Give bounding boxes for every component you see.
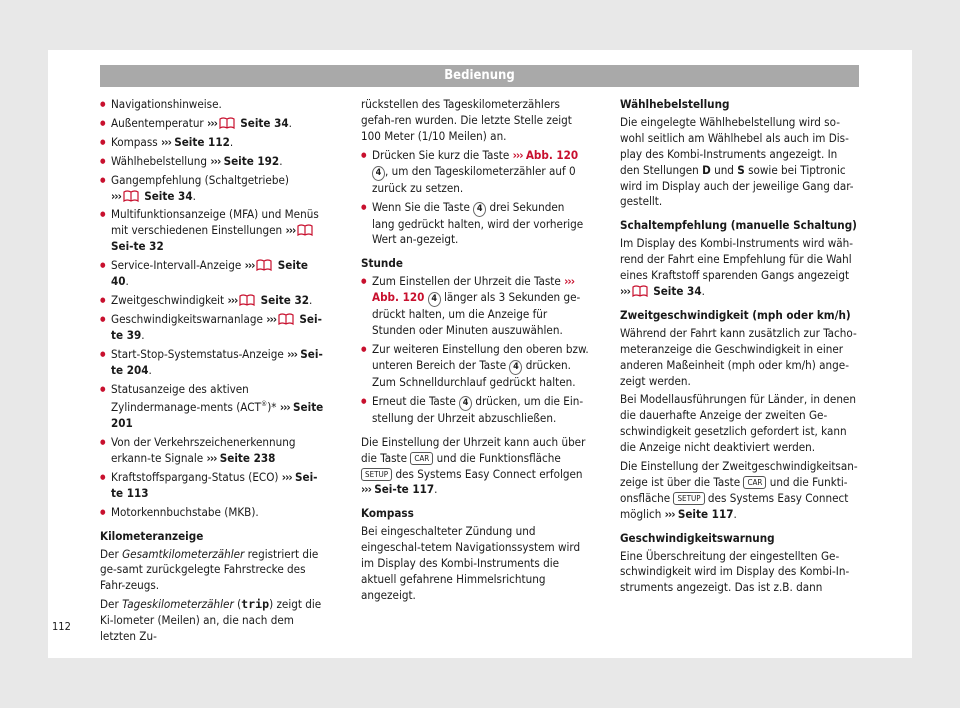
arrow-icon: ››› <box>664 506 675 521</box>
list-item: ● Kompass ››› Seite 112. <box>100 135 328 151</box>
arrow-icon: ››› <box>287 346 297 361</box>
paragraph: Während der Fahrt kann zusätzlich zur Tacho-meteranzeige die Geschwindigkeit in einer anderen Maßeinheit (mph oder km/h) ange-zeigt werden. <box>620 325 857 388</box>
page-reference[interactable]: Sei-te 39 <box>111 311 322 342</box>
paragraph: Die eingelegte Wählhebelstellung wird so-wohl seitlich am Wählhebel als auch im Dis-play des Kombi-Instruments angezeigt. In den Stellungen D und S sowie bei Tiptronic wird im Display auch der jeweilige Gang dar-gestellt. <box>620 114 854 209</box>
list-item: ● Drücken Sie kurz die Taste ››› Abb. 120 4 , um den Tageskilometerzähler auf 0 zurück zu setzen. <box>361 148 589 197</box>
book-icon <box>239 294 255 306</box>
book-icon <box>297 224 313 236</box>
arrow-icon: ››› <box>227 292 238 307</box>
paragraph: Der Tageskilometerzähler (trip) zeigt die Ki-lometer (Meilen) an, die nach dem letzten Zu- <box>100 597 322 644</box>
section-header: Bedienung <box>100 65 859 87</box>
list-item: ● Kraftstoffspargang-Status (ECO) ››› Sei-te 113 <box>100 470 328 502</box>
page-reference[interactable]: Seite 34 <box>144 188 193 203</box>
paragraph: Bei Modellausführungen für Länder, in denen die dauerhafte Anzeige der zweiten Ge-schwindigkeit gesetzlich gefordert ist, kann die Anzeige nicht deaktiviert werden. <box>620 392 856 455</box>
heading: Kompass <box>361 506 414 521</box>
figure-reference[interactable]: Abb. 120 <box>372 290 425 305</box>
column-2 <box>361 97 589 607</box>
list-item: ● Start-Stop-Systemstatus-Anzeige ››› Sei-te 204. <box>100 347 328 379</box>
heading: Zweitgeschwindigkeit (mph oder km/h) <box>620 307 851 322</box>
heading: Stunde <box>361 256 403 271</box>
page-reference[interactable]: Seite 32 <box>260 292 310 307</box>
callout-number: 4 <box>509 360 522 375</box>
column-3 <box>620 97 860 599</box>
callout-number: 4 <box>428 292 441 307</box>
list-item: ● Multifunktionsanzeige (MFA) und Menüs mit verschiedenen Einstellungen ››› Sei-te 32 <box>100 207 328 255</box>
list-item: ● Navigationshinweise. <box>100 97 328 113</box>
heading: Wählhebelstellung <box>620 97 730 111</box>
page-reference[interactable]: Seite 192 <box>223 153 280 168</box>
arrow-icon: ››› <box>210 153 221 168</box>
list-item: ● Wenn Sie die Taste 4 drei Sekunden lang gedrückt halten, wird der vorherige Wert an-gezeigt. <box>361 200 589 249</box>
page-reference[interactable]: Sei-te 113 <box>111 469 318 500</box>
page-reference[interactable]: Seite 40 <box>111 258 308 289</box>
arrow-icon: ››› <box>279 400 290 415</box>
list-item: ● Wählhebelstellung ››› Seite 192. <box>100 154 328 170</box>
car-key-icon: CAR <box>410 452 433 465</box>
list-item: ● Von der Verkehrszeichenerkennung erkann-te Signale ››› Seite 238 <box>100 435 328 467</box>
setup-key-icon: SETUP <box>673 492 704 505</box>
page-reference[interactable]: Seite 238 <box>219 450 276 465</box>
callout-number: 4 <box>473 202 486 217</box>
paragraph: Die Einstellung der Zweitgeschwindigkeitsan-zeige ist über die Taste CAR und die Funkti-onsfläche SETUP des Systems Easy Connect möglich ››› Seite 117. <box>620 459 858 521</box>
arrow-icon: ››› <box>161 134 171 149</box>
heading: Schaltempfehlung (manuelle Schaltung) <box>620 218 857 233</box>
paragraph: Im Display des Kombi-Instruments wird wäh-rend der Fahrt eine Empfehlung für die Wahl eines Kraftstoff sparenden Gangs angezeigt ››› Seite 34. <box>620 236 854 298</box>
figure-reference[interactable]: Abb. 120 <box>525 147 579 162</box>
arrow-icon: ››› <box>266 311 277 326</box>
book-icon <box>632 285 648 297</box>
column-1 <box>100 97 328 648</box>
paragraph: Bei eingeschalteter Zündung und eingeschal-tetem Navigationssystem wird im Display des Kombi-Instruments die aktuell gefahrene Himmelsrichtung angezeigt. <box>361 524 581 602</box>
list-item: ● Statusanzeige des aktiven Zylindermanage-ments (ACT®)* ››› Seite 201 <box>100 382 328 433</box>
list-item: ● Erneut die Taste 4 drücken, um die Ein-stellung der Uhrzeit abzuschließen. <box>361 394 589 427</box>
list-item: ● Zweitgeschwindigkeit ››› Seite 32. <box>100 293 328 309</box>
paragraph: Der Gesamtkilometerzähler registriert die ge-samt zurückgelegte Fahrstrecke des Fahr-zeugs. <box>100 546 319 593</box>
list-item: ● Service-Intervall-Anzeige ››› Seite 40. <box>100 258 328 290</box>
arrow-icon: ››› <box>206 450 217 465</box>
arrow-icon: ››› <box>512 147 523 162</box>
list-item: ● Zur weiteren Einstellung den oberen bzw. unteren Bereich der Taste 4 drücken. Zum Schnelldurchlauf gedrückt halten. <box>361 342 589 391</box>
page-reference[interactable]: Seite 117 <box>677 506 734 521</box>
callout-number: 4 <box>372 166 385 181</box>
car-key-icon: CAR <box>743 476 766 489</box>
book-icon <box>123 190 139 202</box>
arrow-icon: ››› <box>285 223 296 238</box>
page-number: 112 <box>52 620 71 633</box>
page-reference[interactable]: Seite 34 <box>240 115 289 130</box>
page-reference[interactable]: Sei-te 204 <box>111 346 323 377</box>
setup-key-icon: SETUP <box>361 468 392 481</box>
callout-number: 4 <box>459 396 472 411</box>
list-item: ● Geschwindigkeitswarnanlage ››› Sei-te 39. <box>100 312 328 344</box>
book-icon <box>219 117 235 129</box>
page-reference[interactable]: Seite 201 <box>111 400 324 431</box>
list-item: ● Gangempfehlung (Schaltgetriebe) ››› Seite 34. <box>100 173 328 205</box>
page-reference[interactable]: Seite 112 <box>174 134 230 149</box>
arrow-icon: ››› <box>361 482 371 497</box>
list-item: ● Zum Einstellen der Uhrzeit die Taste ››› Abb. 120 4 länger als 3 Sekunden ge-drückt halten, um die Anzeige für Stunden oder Minuten auszuwählen. <box>361 274 589 339</box>
paragraph: rückstellen des Tageskilometerzählers gefah-ren wurden. Die letzte Stelle zeigt 100 Meter (1/10 Meilen) an. <box>361 97 572 143</box>
page-reference[interactable]: Sei-te 32 <box>111 239 164 254</box>
arrow-icon: ››› <box>281 469 292 484</box>
page-reference[interactable]: Seite 34 <box>653 283 702 298</box>
arrow-icon: ››› <box>207 115 217 130</box>
list-item: ● Außentemperatur ››› Seite 34. <box>100 116 328 132</box>
list-item: ● Motorkennbuchstabe (MKB). <box>100 505 328 521</box>
arrow-icon: ››› <box>111 188 121 203</box>
book-icon <box>278 313 294 325</box>
paragraph: Eine Überschreitung der eingestellten Ge-schwindigkeit wird im Display des Kombi-In-struments angezeigt. Das ist z.B. dann <box>620 548 850 595</box>
page-reference[interactable]: Sei-te 117 <box>374 482 435 497</box>
heading: Kilometeranzeige <box>100 528 204 543</box>
arrow-icon: ››› <box>620 283 630 298</box>
paragraph: Die Einstellung der Uhrzeit kann auch über die Taste CAR und die Funktionsfläche SETUP des Systems Easy Connect erfolgen ››› Sei-te 117. <box>361 434 586 497</box>
book-icon <box>256 259 272 271</box>
arrow-icon: ››› <box>244 258 255 273</box>
heading: Geschwindigkeitswarnung <box>620 530 775 545</box>
arrow-icon: ››› <box>564 274 575 289</box>
